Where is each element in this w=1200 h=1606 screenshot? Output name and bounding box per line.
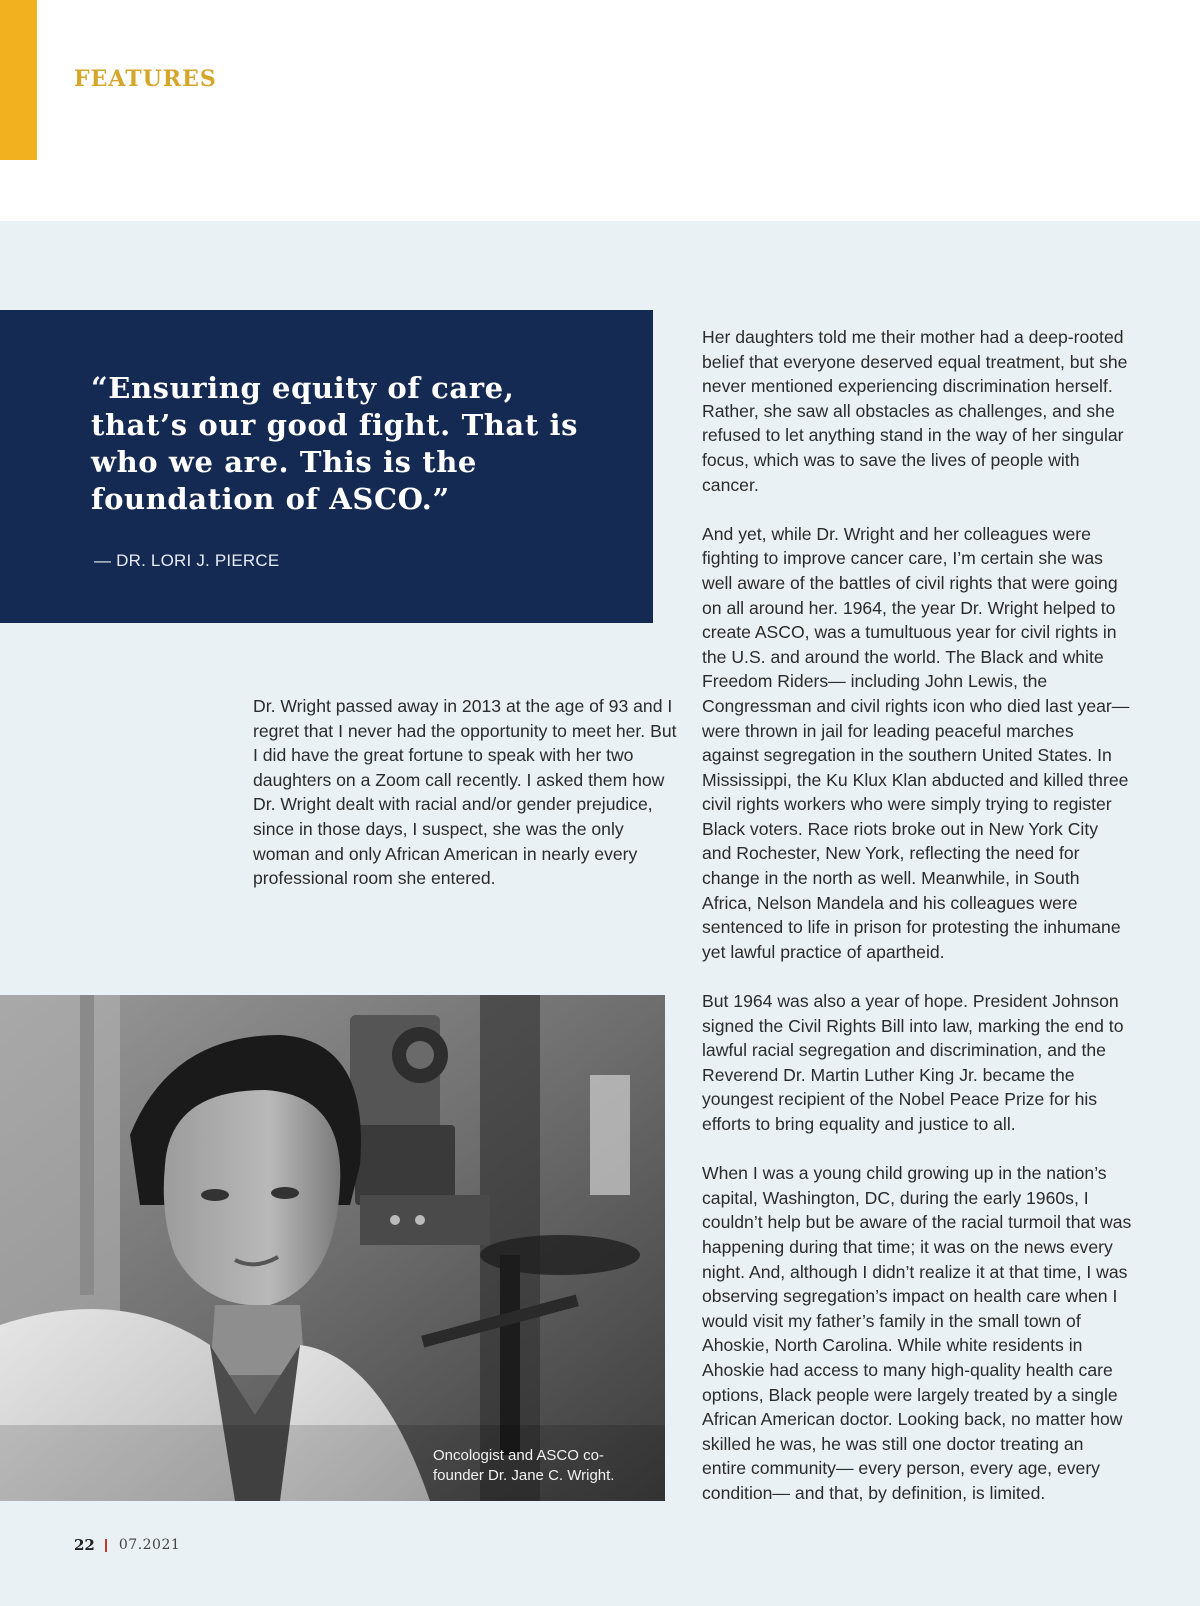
section-label: FEATURES: [74, 66, 217, 92]
right-paragraph: Her daughters told me their mother had a deep-rooted belief that everyone deserved equal treatment, but she never mentioned experiencing discrimination herself. Rather, she saw all obstacles as challenges, and she refused to let anything stand in the way of her singular focus, which was to save the lives of people with cancer.: [702, 327, 1128, 495]
right-column: [702, 325, 1132, 1530]
footer-separator: [105, 1539, 107, 1552]
left-column: [253, 694, 679, 915]
portrait-photo: [0, 995, 665, 1501]
accent-bar: [0, 0, 37, 160]
pull-quote-attribution: — DR. LORI J. PIERCE: [94, 551, 280, 570]
pull-quote-text: “Ensuring equity of care, that’s our good fight. That is who we are. This is the foundation of ASCO.”: [91, 371, 579, 516]
right-paragraph: But 1964 was also a year of hope. President Johnson signed the Civil Rights Bill into law, marking the end to lawful racial segregation and discrimination, and the Reverend Dr. Martin Luther King Jr. became the youngest recipient of the Nobel Peace Prize for his efforts to bring equality and justice to all.: [702, 991, 1124, 1134]
page-number: 22: [74, 1536, 95, 1554]
portrait-illustration: [0, 995, 665, 1501]
page-footer: [74, 1536, 180, 1554]
photo-caption: Oncologist and ASCO co-founder Dr. Jane C. Wright.: [433, 1447, 615, 1484]
pull-quote-box: [0, 310, 653, 623]
right-paragraph: When I was a young child growing up in the nation’s capital, Washington, DC, during the early 1960s, I couldn’t help but be aware of the racial turmoil that was happening during that time; it was on the news every night. And, although I didn’t realize it at that time, I was observing segregation’s impact on health care when I would visit my father’s family in the small town of Ahoskie, North Carolina. While white residents in Ahoskie had access to many high-quality health care options, Black people were largely treated by a single African American doctor. Looking back, no matter how skilled he was, he was still one doctor treating an entire community— every person, every age, every condition— and that, by definition, is limited.: [702, 1163, 1132, 1503]
left-paragraph: Dr. Wright passed away in 2013 at the age of 93 and I regret that I never had the opportunity to meet her. But I did have the great fortune to speak with her two daughters on a Zoom call recently. I asked them how Dr. Wright dealt with racial and/or gender prejudice, since in those days, I suspect, she was the only woman and only African American in nearly every professional room she entered.: [253, 696, 677, 889]
right-paragraph: And yet, while Dr. Wright and her colleagues were fighting to improve cancer care, I’m certain she was well aware of the battles of civil rights that were going on all around her. 1964, the year Dr. Wright helped to create ASCO, was a tumultuous year for civil rights in the U.S. and around the world. The Black and white Freedom Riders— including John Lewis, the Congressman and civil rights icon who died last year— were thrown in jail for leading peaceful marches against segregation in the southern United States. In Mississippi, the Ku Klux Klan abducted and killed three civil rights workers who were simply trying to register Black voters. Race riots broke out in New York City and Rochester, New York, reflecting the need for change in the north as well. Meanwhile, in South Africa, Nelson Mandela and his colleagues were sentenced to life in prison for protesting the inhumane yet lawful practice of apartheid.: [702, 523, 1130, 962]
issue-date: 07.2021: [118, 1537, 181, 1553]
